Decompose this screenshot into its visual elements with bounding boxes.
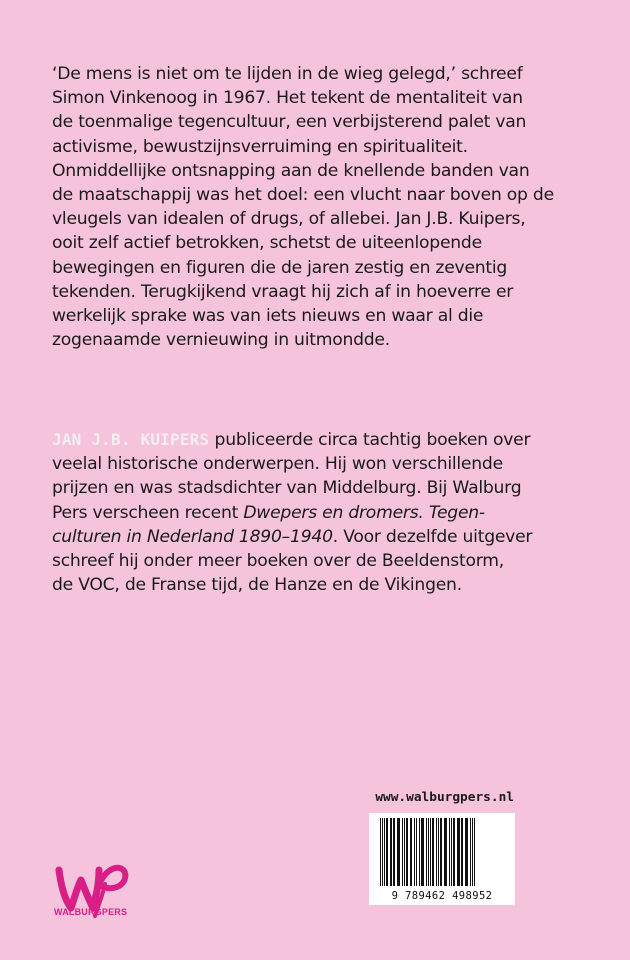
barcode-bar (402, 818, 403, 886)
barcode-bar (397, 818, 400, 886)
barcode-bar (406, 818, 408, 886)
bio-text: Pers verscheen recent (52, 502, 244, 523)
barcode-bar (382, 818, 383, 886)
barcode-bar (393, 818, 395, 886)
isbn-barcode (369, 813, 515, 905)
barcode-bar (416, 818, 417, 886)
barcode-bar (421, 818, 424, 886)
bio-text: publiceerde circa tachtig boeken over (209, 430, 531, 450)
barcode-bar (474, 818, 475, 886)
barcode-bars (376, 818, 508, 888)
publisher-name: WALBURGPERS (54, 907, 128, 917)
barcode-bar (386, 818, 388, 886)
blurb-line: vleugels van idealen of drugs, of allebei. Jan J.B. Kuipers, (52, 209, 526, 230)
bio-text: . Voor dezelfde uitgever (332, 526, 533, 547)
barcode-bar (470, 818, 471, 886)
bio-line: prijzen en was stadsdichter van Middelburg. Bij Walburg (52, 478, 522, 499)
bio-line (52, 501, 612, 525)
barcode-bar (440, 818, 442, 886)
author-bio (52, 428, 612, 597)
author-name: JAN J.B. KUIPERS (52, 430, 210, 449)
blurb-line: de maatschappij was het doel: een vlucht naar boven op de (52, 185, 554, 206)
blurb-line: ‘De mens is niet om te lijden in de wieg gelegd,’ schreef (52, 64, 523, 84)
barcode-bar (457, 818, 460, 886)
barcode-bar (465, 818, 468, 886)
barcode-bar (428, 818, 429, 886)
blurb-line: zogenaamde vernieuwing in uitmondde. (52, 330, 390, 351)
barcode-bar (472, 818, 473, 886)
barcode-bar (461, 818, 463, 886)
back-cover-blurb (52, 62, 612, 352)
barcode-bar (380, 818, 381, 886)
barcode-bar (451, 818, 452, 886)
barcode-bar (426, 818, 427, 886)
bio-line (52, 525, 612, 549)
barcode-bar (438, 818, 439, 886)
blurb-line: Simon Vinkenoog in 1967. Het tekent de mentaliteit van (52, 88, 523, 109)
barcode-bar (449, 818, 450, 886)
barcode-bar (404, 818, 405, 886)
bio-line: de VOC, de Franse tijd, de Hanze en de Vikingen. (52, 575, 462, 596)
blurb-line: activisme, bewustzijnsverruiming en spiritualiteit. (52, 136, 468, 157)
blurb-line: Onmiddellijke ontsnapping aan de knellende banden van (52, 160, 530, 181)
barcode-bar (390, 818, 392, 886)
barcode-bar (384, 818, 385, 886)
blurb-line: tekenden. Terugkijkend vraagt hij zich af in hoeverre er (52, 281, 514, 302)
barcode-bar (430, 818, 431, 886)
barcode-bar (419, 818, 420, 886)
bio-line: schreef hij onder meer boeken over de Beeldenstorm, (52, 551, 504, 572)
blurb-line: de toenmalige tegencultuur, een verbijsterend palet van (52, 112, 527, 133)
barcode-bar (453, 818, 455, 886)
barcode-bar (436, 818, 437, 886)
bio-line (52, 428, 612, 452)
blurb-line: bewegingen en figuren die de jaren zestig en zeventig (52, 257, 508, 278)
barcode-bar (432, 818, 434, 886)
publisher-url: www.walburgpers.nl (375, 790, 514, 805)
book-title: Dwepers en dromers. Tegen- (243, 502, 485, 523)
barcode-bar (444, 818, 447, 886)
blurb-line: werkelijk sprake was van iets nieuws en waar al die (52, 306, 484, 327)
book-title: culturen in Nederland 1890–1940 (52, 526, 333, 547)
barcode-bar (414, 818, 415, 886)
isbn-number: 9 789462 498952 (391, 890, 493, 902)
blurb-line: ooit zelf actief betrokken, schetst de uiteenlopende (52, 233, 482, 254)
barcode-bar (410, 818, 412, 886)
bio-line: veelal historische onderwerpen. Hij won verschillende (52, 454, 503, 475)
